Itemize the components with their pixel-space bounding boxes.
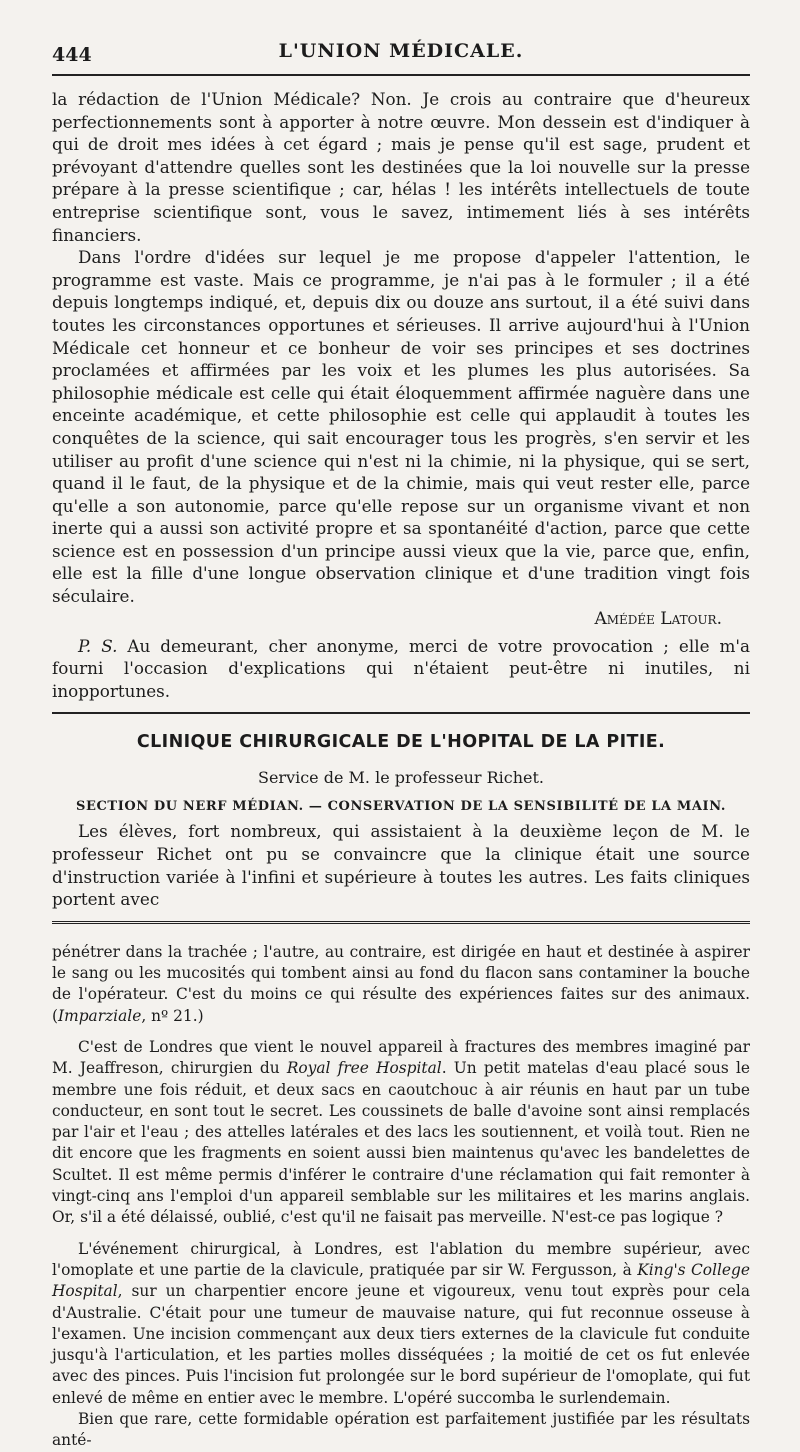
hospital-name: Royal free Hospital — [286, 1059, 442, 1078]
paragraph — [52, 1239, 750, 1409]
paragraph: Les élèves, fort nombreux, qui assistaient à la deuxième leçon de M. le professeur Richet ont pu se convaincre que la clinique était une source d'instruction variée à l'infini et supérieure à toutes les autres. Les faits cliniques portent avec — [52, 821, 750, 910]
text-run: C'est de Londres que vient le nouvel appareil à fractures des membres imaginé par M. Jeaffreson, chirurgien du — [52, 1038, 750, 1078]
paragraph — [52, 942, 750, 1027]
service-line: Service de M. le professeur Richet. — [257, 768, 545, 788]
text-run: , sur un charpentier encore jeune et vigoureux, venu tout exprès pour cela d'Australie. C'était pour une tumeur de mauvaise nature, qui fut reconnue osseuse à l'examen. Une incision commençant aux deux tiers externes de la clavicule fut conduite jusqu'à l'articulation, et les parties molles disséquées ; la moitié de cet os fut enlevée avec des pinces. Puis l'incision fut prolongée sur le bord supérieur de l'omoplate, qui fut enlevé de même en entier avec le membre. L'opéré succomba le surlendemain. — [52, 1282, 750, 1407]
page-header — [52, 0, 750, 64]
section-rule — [52, 712, 750, 714]
ps-text: Au demeurant, cher anonyme, merci de votre provocation ; elle m'a fourni l'occasion d'explications qui n'étaient peut-être ni inutiles, ni inopportunes. — [52, 635, 750, 701]
text-run: pénétrer dans la trachée ; l'autre, au contraire, est dirigée en haut et destinée à aspirer le sang ou les mucosités qui tombent ainsi au fond du flacon sans contaminer la bouche de l'opérateur. C'est du moins ce qui résulte des expériences faites sur des animaux. ( — [52, 942, 750, 1025]
article-upper — [52, 88, 750, 702]
section-subtitle: SECTION DU NERF MÉDIAN. — CONSERVATION DE LA SENSIBILITÉ DE LA MAIN. — [75, 799, 727, 815]
journal-name: Imparziale — [58, 1006, 142, 1025]
text-run: , nº 21.) — [141, 1006, 204, 1025]
article-lower — [52, 942, 750, 1452]
paragraph: la rédaction de l'Union Médicale? Non. Je crois au contraire que d'heureux perfectionnements sont à apporter à notre œuvre. Mon dessein est d'indiquer à qui de droit mes idées à cet égard ; mais je pense qu'il est sage, prudent et prévoyant d'attendre quelles sont les destinées que la loi nouvelle sur la presse prépare à la presse scientifique ; car, hélas ! les intérêts intellectuels de toute entreprise scientifique sont, vous le savez, intimement liés à ses intérêts financiers. — [52, 89, 750, 245]
paragraph: Dans l'ordre d'idées sur lequel je me propose d'appeler l'attention, le programme est vaste. Mais ce programme, je n'ai pas à le formuler ; il a été depuis longtemps indiqué, et, depuis dix ou douze ans surtout, il a été suivi dans toutes les circonstances opportunes et sérieuses. Il arrive aujourd'hui à l'Union Médicale cet honneur et ce bonheur de voir ses principes et ses doctrines proclamées et affirmées par les voix et les plumes les plus autorisées. Sa philosophie médicale est celle qui était éloquemment affirmée naguère dans une enceinte académique, et cette philosophie est celle qui applaudit à toutes les conquêtes de la science, qui sait encourager tous les progrès, s'en servir et les utiliser au profit d'une science qui n'est ni la chimie, ni la physique, qui se sert, quand il le faut, de la physique et de la chimie, mais qui veut rester elle, parce qu'elle a son autonomie, parce qu'elle repose sur un organisme vivant et non inerte qui a aussi son activité propre et sa spontanéité d'action, parce que cette science est en possession d'un principe aussi vieux que la vie, parce que, enfin, elle est la fille d'une longue observation clinique et d'une tradition vingt fois séculaire. — [52, 247, 750, 607]
column-divider — [52, 921, 750, 926]
page-number: 444 — [52, 44, 92, 66]
section-body — [52, 820, 750, 910]
section-title: CLINIQUE CHIRURGICALE DE L'HOPITAL DE LA PITIE. — [136, 732, 666, 753]
text-run: L'événement chirurgical, à Londres, est l'ablation du membre supérieur, avec l'omoplate et une partie de la clavicule, pratiquée par sir W. Fergusson, à — [52, 1239, 750, 1279]
paragraph — [52, 1037, 750, 1229]
text-run: . Un petit matelas d'eau placé sous le membre une fois réduit, et deux sacs en caoutchouc à air réunis en haut par un tube conducteur, en sont tout le secret. Les coussinets de balle d'avoine sont ainsi remplacés par l'air et l'eau ; des attelles latérales et des lacs les soutiennent, et voilà tout. Rien ne dit encore que les fragments en soient aussi bien maintenus qu'avec les bandelettes de Scultet. Il est même permis d'inférer le contraire d'une réclamation qui fait remonter à vingt-cinq ans l'emploi d'un appareil semblable sur les militaires et les marins anglais. Or, s'il a été délaissé, oublié, c'est qu'il ne faisait pas merveille. N'est-ce pas logique ? — [52, 1059, 750, 1227]
paragraph: Bien que rare, cette formidable opération est parfaitement justifiée par les résultats anté- — [52, 1410, 750, 1450]
postscript — [52, 635, 750, 703]
ps-label: P. S. — [78, 635, 118, 656]
hospital-name: King's College Hospital — [52, 1260, 750, 1301]
header-rule — [52, 74, 750, 76]
signature: Amédée Latour. — [594, 608, 722, 629]
running-title: L'UNION MÉDICALE. — [278, 40, 524, 62]
